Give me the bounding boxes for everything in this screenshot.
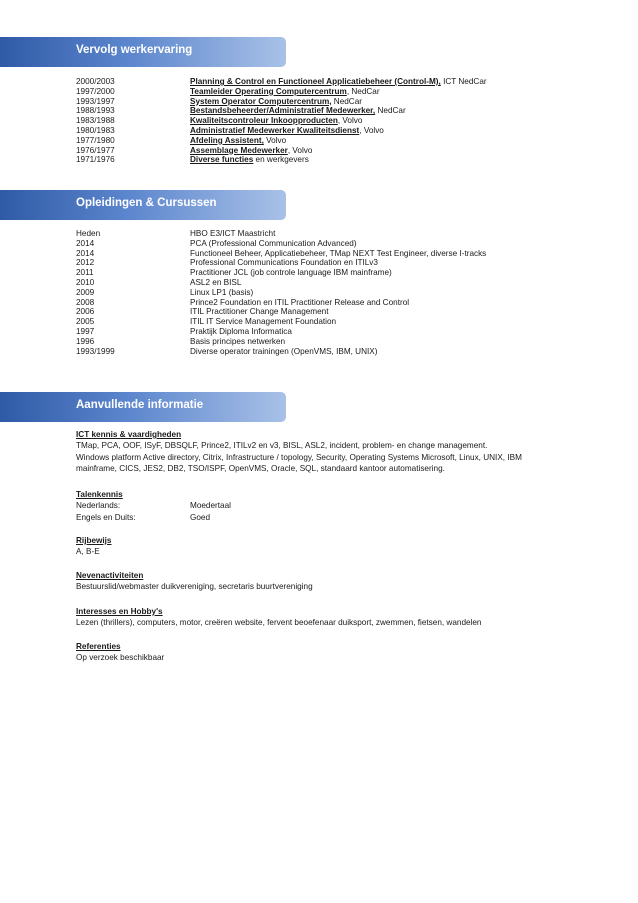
employer: , Volvo <box>337 116 363 126</box>
year: 2006 <box>76 307 95 317</box>
role-cell <box>190 97 362 107</box>
werkervaring-row <box>76 146 566 156</box>
opleidingen-list <box>76 229 566 356</box>
course: Praktijk Diploma Informatica <box>190 326 292 336</box>
rijbewijs-heading: Rijbewijs <box>76 536 112 545</box>
period: 1997/2000 <box>76 86 115 96</box>
course: Basis principes netwerken <box>190 336 286 346</box>
werkervaring-list <box>76 77 566 165</box>
referenties-block <box>76 641 566 664</box>
period: 1983/1988 <box>76 116 115 126</box>
opleiding-row <box>76 347 566 357</box>
ict-heading: ICT kennis & vaardigheden <box>76 430 182 439</box>
period: 1988/1993 <box>76 106 115 116</box>
hobbys-heading: Interesses en Hobby's <box>76 607 163 616</box>
role-cell <box>190 155 309 165</box>
year: 2009 <box>76 287 95 297</box>
role-cell <box>190 87 380 97</box>
period: 1993/1997 <box>76 96 115 106</box>
employer: , NedCar <box>346 86 380 96</box>
opleiding-row <box>76 337 566 347</box>
opleiding-row <box>76 258 566 268</box>
course: Professional Communications Foundation en ITILv3 <box>190 258 378 268</box>
employer: NedCar <box>331 96 362 106</box>
role-cell <box>190 136 286 146</box>
werkervaring-row <box>76 87 566 97</box>
rijbewijs-text: A, B-E <box>76 547 100 557</box>
employer: , Volvo <box>359 125 384 135</box>
year: 1997 <box>76 326 95 336</box>
neven-block <box>76 570 566 593</box>
referenties-text: Op verzoek beschikbaar <box>76 653 165 663</box>
talen-block <box>76 489 566 523</box>
role: Administratief Medewerker Kwaliteitsdienst <box>190 125 360 135</box>
section-title: Aanvullende informatie <box>76 399 204 411</box>
year: 2014 <box>76 248 95 258</box>
employer: Volvo <box>263 135 287 145</box>
course: Diverse operator trainingen (OpenVMS, IBM, UNIX) <box>190 346 378 356</box>
werkervaring-row <box>76 77 566 87</box>
opleiding-row <box>76 229 566 239</box>
opleiding-row <box>76 307 566 317</box>
role: Bestandsbeheerder/Administratief Medewerker, <box>190 106 376 116</box>
role-cell <box>190 146 312 156</box>
ict-block <box>76 429 566 475</box>
referenties-heading: Referenties <box>76 642 121 651</box>
role: Diverse functies <box>190 155 254 165</box>
role: Teamleider Operating Computercentrum <box>190 86 347 96</box>
opleiding-row <box>76 278 566 288</box>
course: ITIL Practitioner Change Management <box>190 307 329 317</box>
opleiding-row <box>76 249 566 259</box>
neven-heading: Nevenactiviteiten <box>76 571 144 580</box>
language-level: Moedertaal <box>190 501 231 511</box>
role-cell <box>190 116 362 126</box>
section-title: Vervolg werkervaring <box>76 44 193 56</box>
werkervaring-row <box>76 136 566 146</box>
course: ITIL IT Service Management Foundation <box>190 317 337 327</box>
talen-heading: Talenkennis <box>76 490 123 499</box>
course: HBO E3/ICT Maastricht <box>190 229 276 238</box>
period: 1977/1980 <box>76 135 115 145</box>
language: Engels en Duits: <box>76 512 136 522</box>
year: 2008 <box>76 297 95 307</box>
year: 2014 <box>76 238 95 248</box>
period: 1980/1983 <box>76 125 115 135</box>
role: System Operator Computercentrum, <box>190 96 332 106</box>
talen-row <box>76 500 566 511</box>
opleiding-row <box>76 288 566 298</box>
employer: , Volvo <box>287 145 313 155</box>
course: PCA (Professional Communication Advanced) <box>190 238 357 248</box>
werkervaring-row <box>76 116 566 126</box>
talen-row <box>76 512 566 523</box>
course: Practitioner JCL (job controle language IBM mainframe) <box>190 268 392 278</box>
course: Linux LP1 (basis) <box>190 287 254 297</box>
course: Prince2 Foundation en ITIL Practitioner Release and Control <box>190 297 410 307</box>
period: 1971/1976 <box>76 155 115 165</box>
hobbys-text: Lezen (thrillers), computers, motor, creëren website, fervent beoefenaar duiksport, zwemmen, fietsen, wandelen <box>76 618 482 628</box>
period: 1976/1977 <box>76 145 115 155</box>
werkervaring-row <box>76 97 566 107</box>
werkervaring-row <box>76 106 566 116</box>
role-cell <box>190 106 406 116</box>
language-level: Goed <box>190 512 211 522</box>
year: 2012 <box>76 258 95 268</box>
section-banner-opleidingen <box>0 190 286 220</box>
ict-line: mainframe, CICS, JES2, DB2, TSO/ISPF, OpenVMS, Oracle, SQL, standaard kantoor automatisering. <box>76 464 445 474</box>
year: 2011 <box>76 268 94 278</box>
course: ASL2 en BISL <box>190 277 242 287</box>
opleiding-row <box>76 268 566 278</box>
year: Heden <box>76 229 101 238</box>
employer: NedCar <box>375 106 406 116</box>
section-banner-werkervaring <box>0 37 286 67</box>
werkervaring-row <box>76 126 566 136</box>
course: Functioneel Beheer, Applicatiebeheer, TMap NEXT Test Engineer, diverse I-tracks <box>190 248 487 258</box>
hobbys-block <box>76 606 566 629</box>
language: Nederlands: <box>76 501 121 511</box>
opleiding-row <box>76 317 566 327</box>
ict-line: TMap, PCA, OOF, ISyF, DBSQLF, Prince2, ITILv2 en v3, BISL, ASL2, incident, problem- en change management. <box>76 441 488 451</box>
ict-line: Windows platform Active directory, Citrix, Infrastructure / topology, Security, Operating Systems Microsoft, Linux, UNIX, IBM <box>76 452 522 462</box>
opleiding-row <box>76 327 566 337</box>
employer: en werkgevers <box>253 155 309 165</box>
opleiding-row <box>76 239 566 249</box>
period: 2000/2003 <box>76 77 115 86</box>
role: Assemblage Medewerker <box>190 145 288 155</box>
year: 1996 <box>76 336 95 346</box>
section-banner-aanvullend <box>0 392 286 422</box>
section-title: Opleidingen & Cursussen <box>76 197 217 209</box>
year: 1993/1999 <box>76 346 115 356</box>
role-cell <box>190 77 487 87</box>
employer: ICT NedCar <box>440 77 487 86</box>
year: 2010 <box>76 277 95 287</box>
year: 2005 <box>76 317 95 327</box>
rijbewijs-block <box>76 535 566 558</box>
role: Planning & Control en Functioneel Applicatiebeheer (Control-M), <box>190 77 441 86</box>
werkervaring-row <box>76 155 566 165</box>
neven-text: Bestuurslid/webmaster duikvereniging, secretaris buurtvereniging <box>76 582 313 592</box>
role-cell <box>190 126 384 136</box>
opleiding-row <box>76 298 566 308</box>
role: Kwaliteitscontroleur Inkoopproducten <box>190 116 338 126</box>
role: Afdeling Assistent, <box>190 135 264 145</box>
